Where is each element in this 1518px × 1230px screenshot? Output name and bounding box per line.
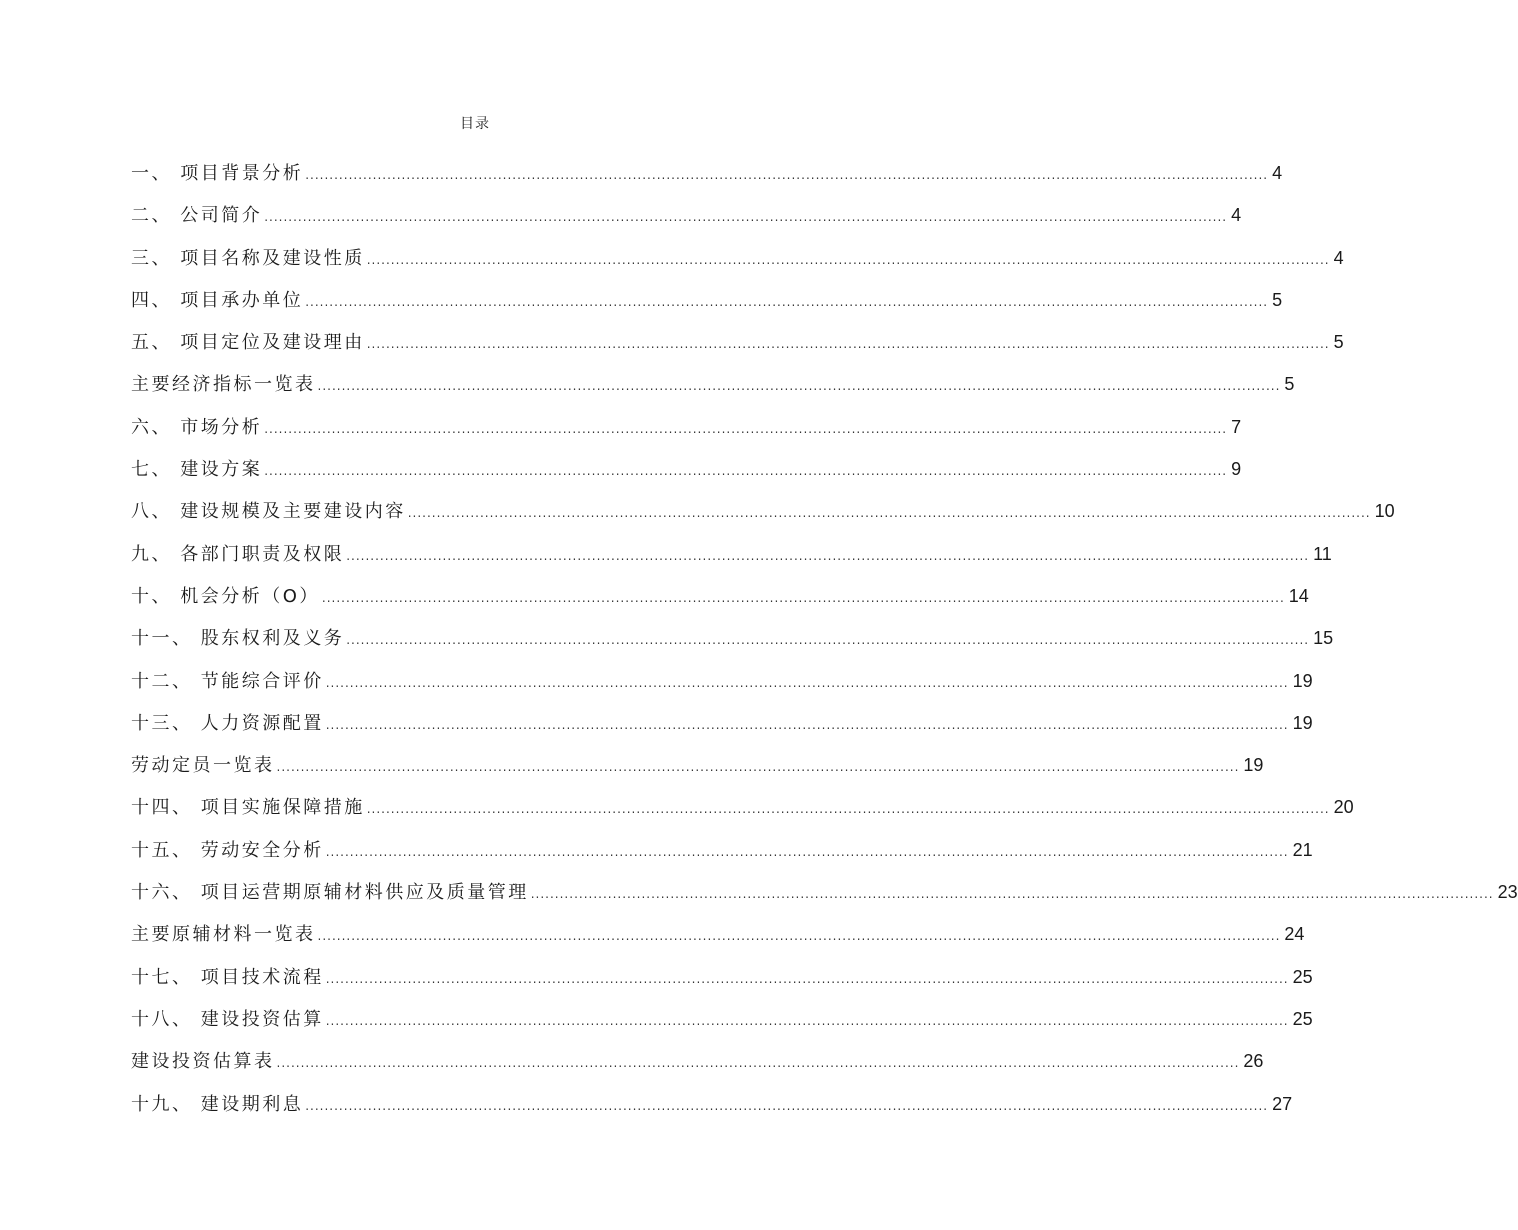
toc-entry-label: 十、 机会分析（O） bbox=[131, 585, 320, 607]
toc-entry-label: 十六、 项目运营期原辅材料供应及质量管理 bbox=[131, 882, 529, 904]
toc-dot-leader: ........................................................................................................................................................................................................ bbox=[264, 210, 1228, 225]
toc-entry[interactable] bbox=[131, 321, 1344, 363]
toc-entry-label: 十四、 项目实施保障措施 bbox=[131, 797, 365, 819]
toc-entry-page: 4 bbox=[1231, 205, 1242, 226]
toc-title: 目录 bbox=[460, 116, 490, 132]
toc-entry[interactable] bbox=[131, 744, 1264, 786]
toc-entry-page: 25 bbox=[1292, 1008, 1313, 1029]
toc-entry-page: 26 bbox=[1243, 1051, 1264, 1072]
toc-entry-label: 十三、 人力资源配置 bbox=[131, 712, 324, 734]
toc-entry-page: 19 bbox=[1292, 712, 1313, 733]
toc-dot-leader: ........................................................................................................................................................................................................ bbox=[264, 421, 1228, 436]
toc-entry-label: 主要原辅材料一览表 bbox=[131, 924, 316, 946]
toc-entry[interactable] bbox=[131, 1083, 1293, 1125]
toc-dot-leader: ........................................................................................................................................................................................................ bbox=[305, 294, 1269, 309]
toc-entry-label: 七、 建设方案 bbox=[131, 459, 263, 481]
toc-dot-leader: ........................................................................................................................................................................................................ bbox=[325, 1013, 1289, 1028]
toc-entry[interactable] bbox=[131, 660, 1313, 702]
toc-entry[interactable] bbox=[131, 702, 1313, 744]
toc-entry-label: 主要经济指标一览表 bbox=[131, 374, 316, 396]
toc-entry[interactable] bbox=[131, 533, 1332, 575]
toc-entry[interactable] bbox=[131, 829, 1313, 871]
toc-entry[interactable] bbox=[131, 617, 1334, 659]
toc-entry-label: 八、 建设规模及主要建设内容 bbox=[131, 501, 406, 523]
toc-entry-label: 十二、 节能综合评价 bbox=[131, 670, 324, 692]
toc-entry[interactable] bbox=[131, 998, 1313, 1040]
toc-entry-page: 4 bbox=[1272, 163, 1283, 183]
toc-dot-leader: ........................................................................................................................................................................................................ bbox=[325, 844, 1289, 859]
toc-entry-label: 建设投资估算表 bbox=[131, 1051, 275, 1073]
toc-entry-page: 4 bbox=[1333, 247, 1344, 268]
toc-entry-page: 5 bbox=[1284, 374, 1295, 395]
toc-entry-label: 十五、 劳动安全分析 bbox=[131, 839, 324, 861]
toc-entry-page: 23 bbox=[1497, 882, 1518, 903]
toc-dot-leader: ........................................................................................................................................................................................................ bbox=[321, 590, 1285, 605]
toc-entry-page: 19 bbox=[1292, 670, 1313, 691]
toc-dot-leader: ........................................................................................................................................................................................................ bbox=[407, 506, 1371, 521]
toc-entry[interactable] bbox=[131, 194, 1242, 236]
toc-dot-leader: ........................................................................................................................................................................................................ bbox=[530, 887, 1494, 902]
toc-entry[interactable] bbox=[131, 786, 1354, 828]
toc-dot-leader: ........................................................................................................................................................................................................ bbox=[276, 760, 1240, 775]
toc-list bbox=[131, 152, 1518, 1125]
toc-entry-page: 27 bbox=[1272, 1093, 1293, 1114]
toc-dot-leader: ........................................................................................................................................................................................................ bbox=[325, 675, 1289, 690]
toc-dot-leader: ........................................................................................................................................................................................................ bbox=[276, 1056, 1240, 1071]
toc-entry-label: 一、 项目背景分析 bbox=[131, 163, 304, 184]
toc-entry-page: 7 bbox=[1231, 416, 1242, 437]
toc-entry-page: 15 bbox=[1313, 628, 1334, 649]
toc-entry[interactable] bbox=[131, 871, 1518, 913]
toc-entry-label: 十八、 建设投资估算 bbox=[131, 1008, 324, 1030]
toc-entry[interactable] bbox=[131, 575, 1309, 617]
toc-entry-label: 劳动定员一览表 bbox=[131, 755, 275, 777]
toc-entry[interactable] bbox=[131, 406, 1242, 448]
toc-entry-label: 四、 项目承办单位 bbox=[131, 289, 304, 311]
toc-entry-label: 三、 项目名称及建设性质 bbox=[131, 247, 365, 269]
toc-entry[interactable] bbox=[131, 237, 1344, 279]
toc-entry-page: 25 bbox=[1292, 966, 1313, 987]
toc-entry-label: 九、 各部门职责及权限 bbox=[131, 543, 345, 565]
toc-entry[interactable] bbox=[131, 279, 1283, 321]
toc-dot-leader: ........................................................................................................................................................................................................ bbox=[346, 633, 1310, 648]
toc-entry-page: 21 bbox=[1292, 839, 1313, 860]
toc-entry-page: 10 bbox=[1374, 501, 1395, 522]
toc-entry[interactable] bbox=[131, 913, 1305, 955]
toc-entry-label: 五、 项目定位及建设理由 bbox=[131, 332, 365, 354]
toc-entry-page: 14 bbox=[1288, 585, 1309, 606]
toc-entry-label: 十七、 项目技术流程 bbox=[131, 966, 324, 988]
toc-entry-label: 六、 市场分析 bbox=[131, 416, 263, 438]
toc-entry-page: 19 bbox=[1243, 755, 1264, 776]
toc-entry-page: 20 bbox=[1333, 797, 1354, 818]
toc-dot-leader: ........................................................................................................................................................................................................ bbox=[305, 168, 1269, 182]
toc-dot-leader: ........................................................................................................................................................................................................ bbox=[305, 1098, 1269, 1113]
toc-entry-label: 十一、 股东权利及义务 bbox=[131, 628, 345, 650]
toc-entry[interactable] bbox=[131, 448, 1242, 490]
toc-entry-page: 5 bbox=[1272, 289, 1283, 310]
toc-entry-page: 5 bbox=[1333, 332, 1344, 353]
toc-dot-leader: ........................................................................................................................................................................................................ bbox=[366, 337, 1330, 352]
toc-entry-page: 11 bbox=[1313, 543, 1332, 564]
toc-entry[interactable] bbox=[131, 152, 1283, 194]
toc-dot-leader: ........................................................................................................................................................................................................ bbox=[264, 464, 1228, 479]
toc-entry-page: 9 bbox=[1231, 459, 1242, 480]
toc-dot-leader: ........................................................................................................................................................................................................ bbox=[346, 548, 1310, 563]
toc-entry[interactable] bbox=[131, 956, 1313, 998]
toc-entry[interactable] bbox=[131, 490, 1395, 532]
toc-dot-leader: ........................................................................................................................................................................................................ bbox=[366, 252, 1330, 267]
toc-dot-leader: ........................................................................................................................................................................................................ bbox=[366, 802, 1330, 817]
toc-dot-leader: ........................................................................................................................................................................................................ bbox=[325, 971, 1289, 986]
toc-entry-label: 二、 公司简介 bbox=[131, 205, 263, 227]
toc-dot-leader: ........................................................................................................................................................................................................ bbox=[325, 717, 1289, 732]
toc-entry-label: 十九、 建设期利息 bbox=[131, 1093, 304, 1115]
toc-dot-leader: ........................................................................................................................................................................................................ bbox=[317, 379, 1281, 394]
toc-dot-leader: ........................................................................................................................................................................................................ bbox=[317, 929, 1281, 944]
toc-entry[interactable] bbox=[131, 363, 1295, 405]
toc-entry-page: 24 bbox=[1284, 924, 1305, 945]
toc-entry[interactable] bbox=[131, 1040, 1264, 1082]
